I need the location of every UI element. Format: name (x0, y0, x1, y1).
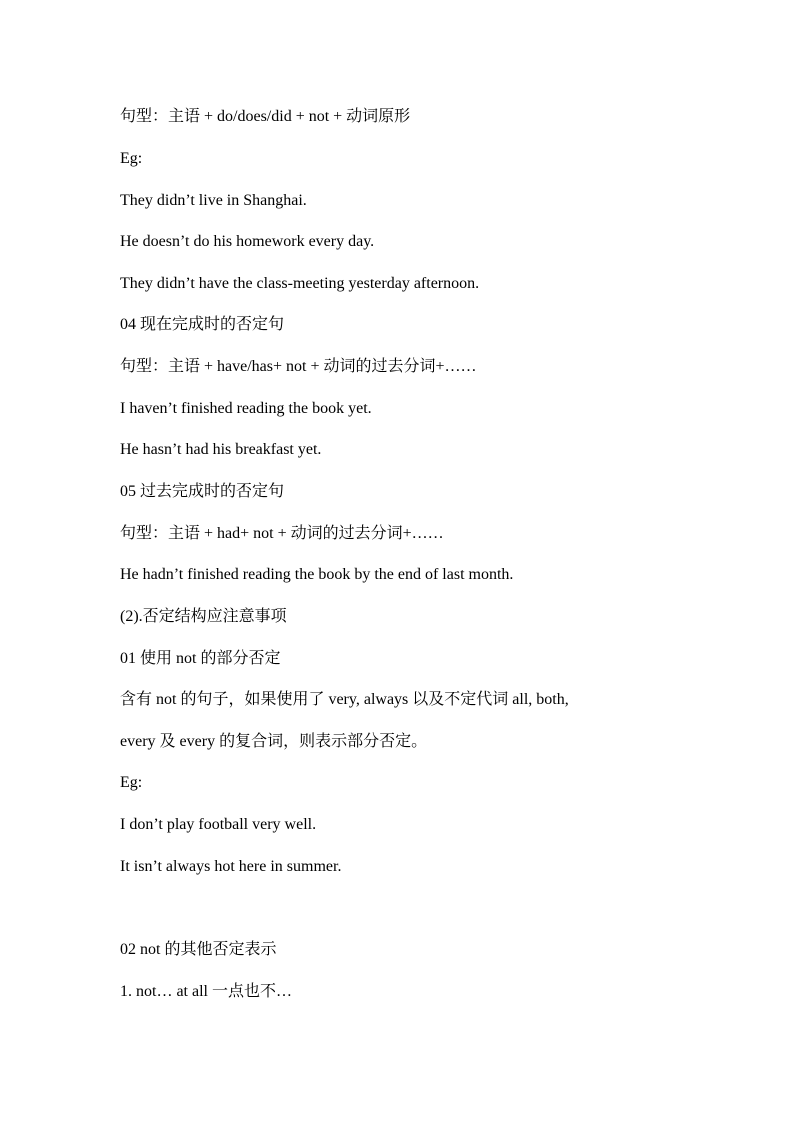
sentence-pattern-line: 句型：主语 + had+ not + 动词的过去分词+…… (120, 525, 444, 542)
example-label: Eg: (120, 150, 143, 167)
example-sentence: He doesn’t do his homework every day. (120, 233, 375, 250)
example-sentence: He hadn’t finished reading the book by the end of last month. (120, 566, 514, 583)
example-sentence: I haven’t finished reading the book yet. (120, 400, 372, 417)
section-heading: (2).否定结构应注意事项 (120, 608, 287, 625)
example-sentence: It isn’t always hot here in summer. (120, 858, 342, 875)
section-heading: 05 过去完成时的否定句 (120, 483, 285, 500)
explanation-text: 含有 not 的句子，如果使用了 very, always 以及不定代词 all, both, (120, 691, 569, 708)
example-sentence: He hasn’t had his breakfast yet. (120, 441, 322, 458)
example-sentence: They didn’t have the class-meeting yesterday afternoon. (120, 275, 480, 292)
example-sentence: I don’t play football very well. (120, 816, 317, 833)
list-item: 1. not… at all 一点也不… (120, 983, 292, 1000)
explanation-text: every 及 every 的复合词，则表示部分否定。 (120, 733, 428, 750)
example-label: Eg: (120, 774, 143, 791)
sentence-pattern-line: 句型：主语 + have/has+ not + 动词的过去分词+…… (120, 358, 477, 375)
subsection-heading: 02 not 的其他否定表示 (120, 941, 277, 958)
section-heading: 04 现在完成时的否定句 (120, 316, 285, 333)
sentence-pattern-line: 句型：主语 + do/does/did + not + 动词原形 (120, 108, 411, 125)
example-sentence: They didn’t live in Shanghai. (120, 192, 307, 209)
subsection-heading: 01 使用 not 的部分否定 (120, 650, 281, 667)
